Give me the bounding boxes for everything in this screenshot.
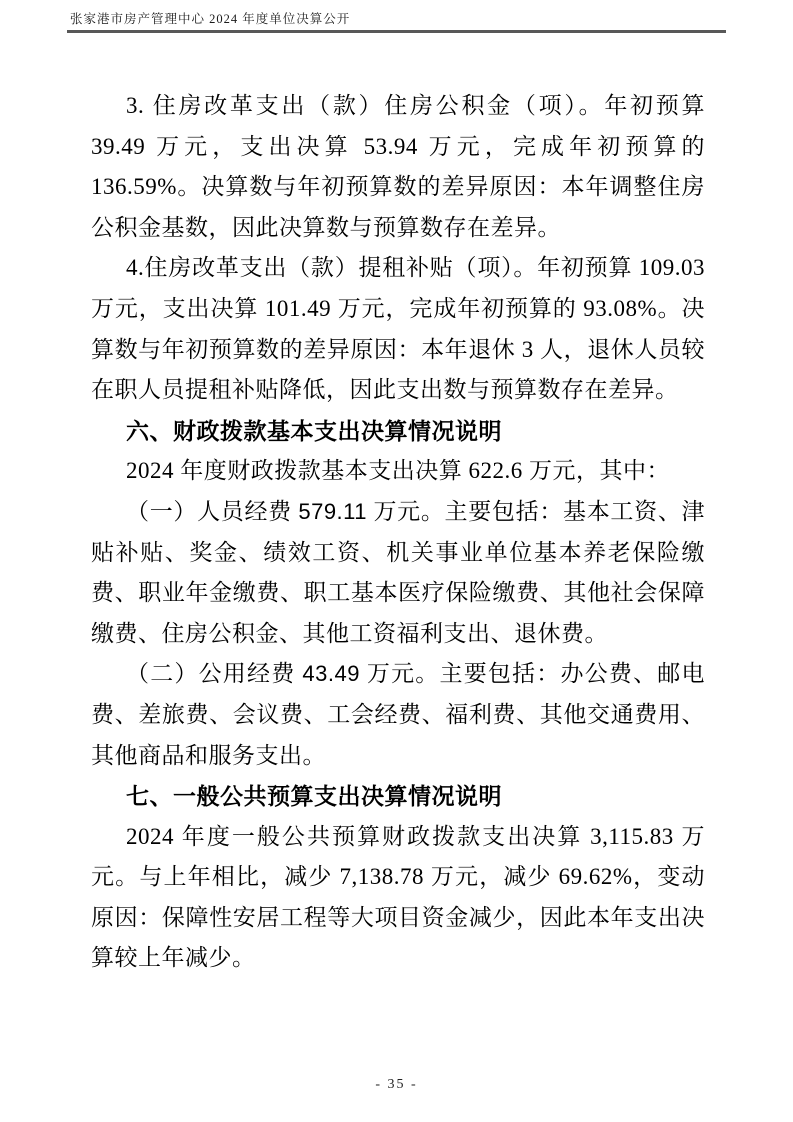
header-divider [67, 30, 726, 33]
public-expense-amount: 43.49 [302, 661, 360, 687]
paragraph-public-expense [91, 654, 705, 776]
public-expense-prefix: （二）公用经费 [126, 661, 303, 687]
paragraph-housing-provident-fund: 3. 住房改革支出（款）住房公积金（项）。年初预算 39.49 万元，支出决算 53.94 万元，完成年初预算的 136.59%。决算数与年初预算数的差异原因：本年调整住房公积金基数，因此决算数与预算数存在差异。 [91, 93, 705, 240]
page-number: - 35 - [375, 1077, 418, 1092]
personnel-expense-suffix: 万元。主要包括：基本工资、津贴补贴、奖金、绩效工资、机关事业单位基本养老保险缴费、职业年金缴费、职工基本医疗保险缴费、其他社会保障缴费、住房公积金、其他工资福利支出、退休费。 [91, 498, 706, 646]
page-footer [0, 1077, 793, 1093]
section-heading-six: 六、财政拨款基本支出决算情况说明 [126, 417, 502, 444]
document-body [91, 86, 705, 979]
paragraph-rent-subsidy: 4.住房改革支出（款）提租补贴（项）。年初预算 109.03 万元，支出决算 101.49 万元，完成年初预算的 93.08%。决算数与年初预算数的差异原因：本年退休 3 人，退休人员较在职人员提租补贴降低，因此支出数与预算数存在差异。 [91, 255, 705, 403]
personnel-expense-prefix: （一）人员经费 [126, 498, 299, 524]
paragraph-general-public-budget: 2024 年度一般公共预算财政拨款支出决算 3,115.83 万元。与上年相比，减少 7,138.78 万元，减少 69.62%，变动原因：保障性安居工程等大项目资金减少，因此本年支出决算较上年减少。 [91, 823, 705, 971]
personnel-expense-amount: 579.11 [298, 498, 367, 524]
paragraph-basic-expenditure-total: 2024 年度财政拨款基本支出决算 622.6 万元，其中： [126, 458, 670, 484]
header-title: 张家港市房产管理中心 2024 年度单位决算公开 [70, 12, 351, 26]
paragraph-personnel-expense [91, 492, 705, 654]
section-heading-seven: 七、一般公共预算支出决算情况说明 [126, 783, 502, 810]
public-expense-suffix: 万元。主要包括：办公费、邮电费、差旅费、会议费、工会经费、福利费、其他交通费用、其他商品和服务支出。 [91, 661, 706, 768]
